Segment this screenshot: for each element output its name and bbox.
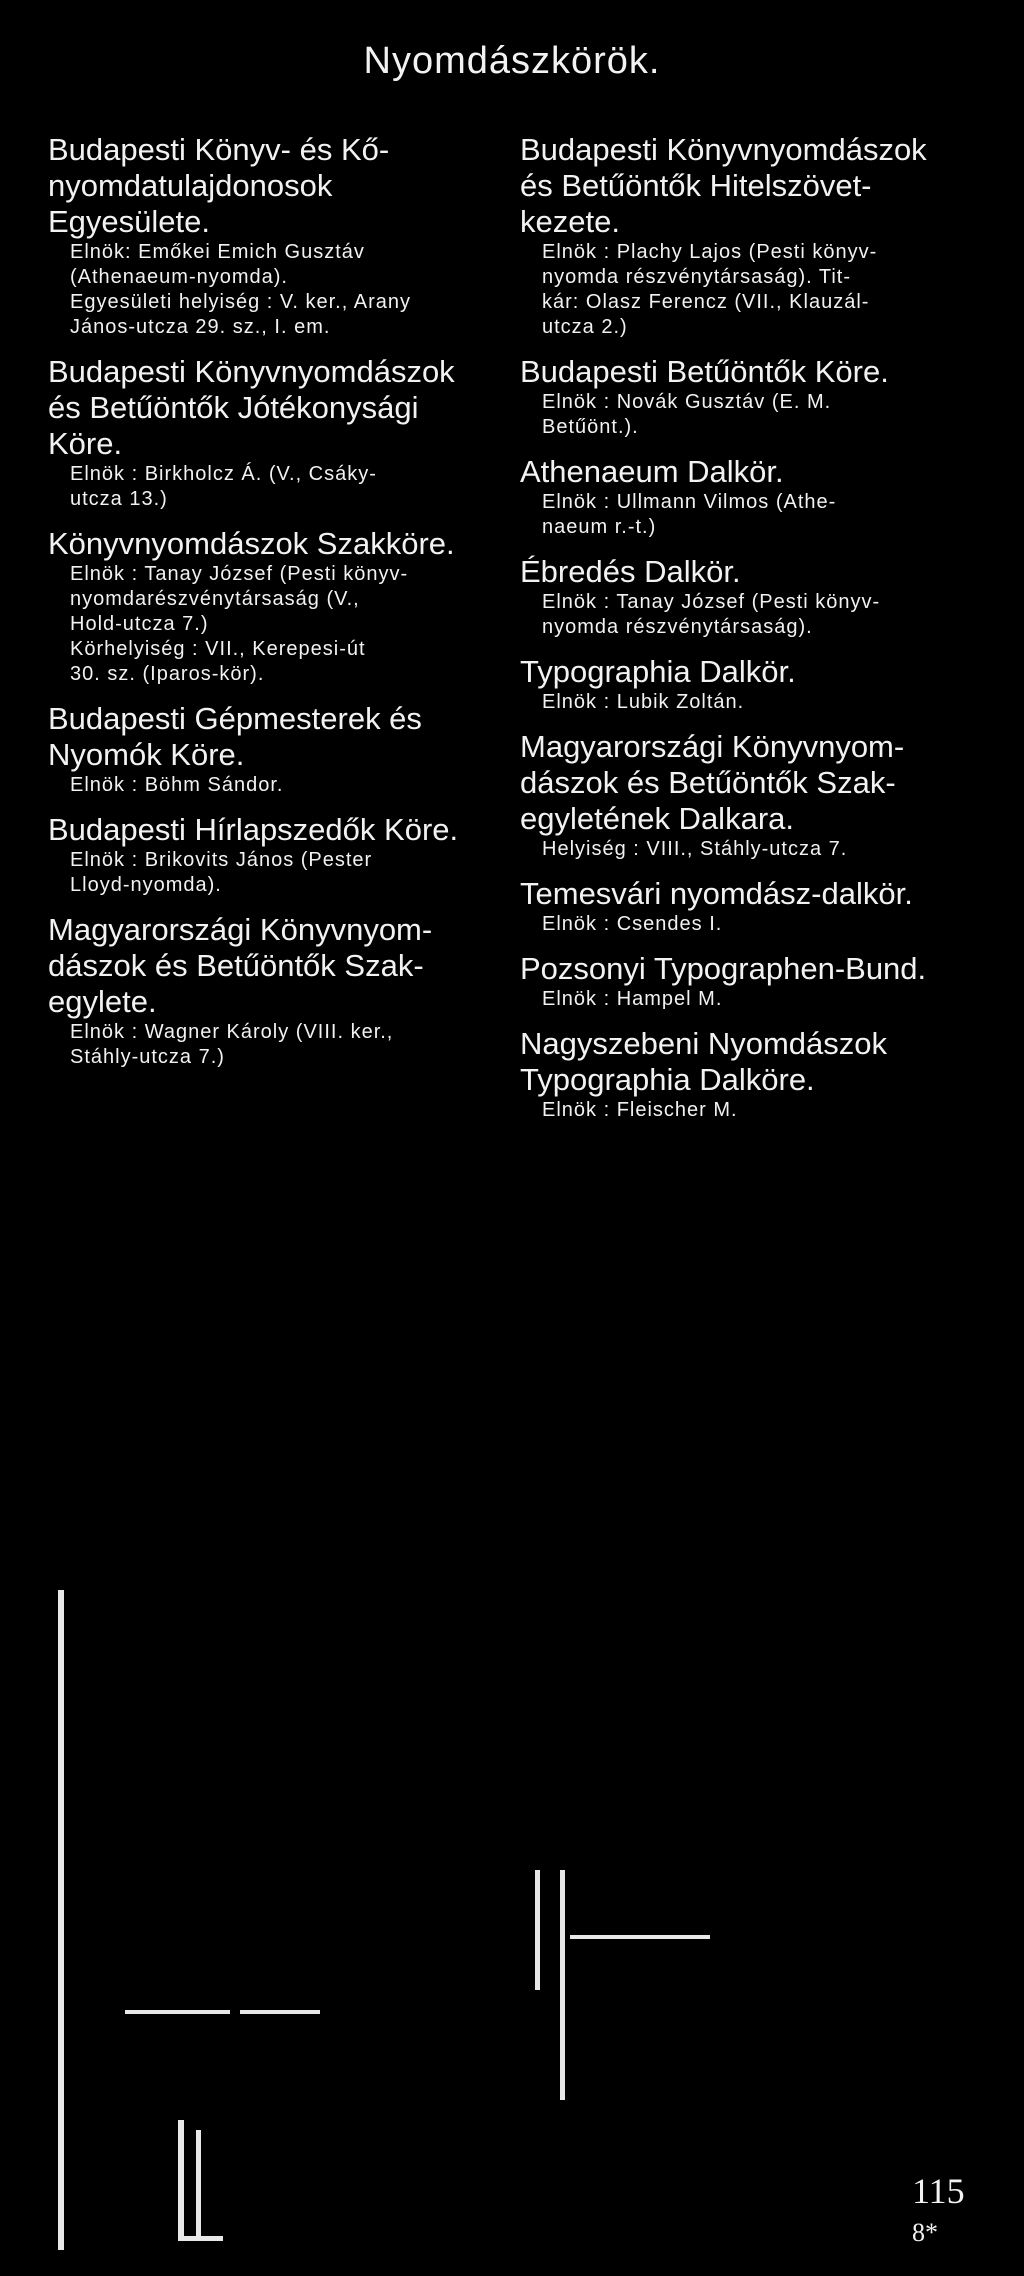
entry-detail: Elnök : Birkholcz Á. (V., Csáky- <box>70 463 377 485</box>
entry-detail: Egyesületi helyiség : V. ker., Arany <box>70 291 411 313</box>
entry-detail: Elnök : Lubik Zoltán. <box>542 691 745 713</box>
entry-detail: Stáhly-utcza 7.) <box>70 1046 225 1068</box>
page-title: Nyomdászkörök. <box>363 40 661 82</box>
print-mark-vertical-2 <box>560 1870 565 2100</box>
directory-entry <box>520 354 975 440</box>
entry-title: dászok és Betűöntők Szak- <box>520 765 896 800</box>
entry-title: Nyomók Köre. <box>48 737 245 772</box>
entry-title: Magyarországi Könyvnyom- <box>48 912 433 947</box>
entry-detail: Elnök : Tanay József (Pesti könyv- <box>70 563 409 585</box>
entry-title: egylete. <box>48 984 157 1019</box>
entry-title: Magyarországi Könyvnyom- <box>520 729 905 764</box>
print-mark-left-bar <box>58 1590 64 2250</box>
entry-detail: Elnök : Ullmann Vilmos (Athe- <box>542 491 837 513</box>
directory-entry <box>520 951 975 1012</box>
entry-detail: kár: Olasz Ferencz (VII., Klauzál- <box>542 291 870 313</box>
entry-detail: Lloyd-nyomda). <box>70 874 222 896</box>
entry-title: Ébredés Dalkör. <box>520 554 741 589</box>
entry-title: Köre. <box>48 426 123 461</box>
directory-entry <box>520 876 975 937</box>
entry-detail: nyomdarészvénytársaság (V., <box>70 588 360 610</box>
entry-title: Budapesti Gépmesterek és <box>48 701 422 736</box>
print-mark-vertical-3 <box>178 2120 184 2240</box>
directory-entry <box>520 554 975 640</box>
print-mark-horizontal-1 <box>570 1935 710 1939</box>
print-mark-baseline <box>178 2236 223 2241</box>
entry-detail: Elnök: Emőkei Emich Gusztáv <box>70 241 365 263</box>
directory-entry <box>520 1026 975 1123</box>
entry-detail: Elnök : Hampel M. <box>542 988 723 1010</box>
entry-detail: Hold-utcza 7.) <box>70 613 209 635</box>
entry-detail: Körhelyiség : VII., Kerepesi-út <box>70 638 366 660</box>
entry-detail: Betűönt.). <box>542 416 639 438</box>
directory-entry <box>48 132 488 340</box>
entry-detail: János-utcza 29. sz., I. em. <box>70 316 331 338</box>
entry-detail: Elnök : Novák Gusztáv (E. M. <box>542 391 832 413</box>
entry-title: Budapesti Könyv- és Kő- <box>48 132 390 167</box>
entry-title: Könyvnyomdászok Szakköre. <box>48 526 455 561</box>
entry-title: Budapesti Betűöntők Köre. <box>520 354 889 389</box>
entry-detail: Elnök : Brikovits János (Pester <box>70 849 373 871</box>
right-column <box>520 132 975 1137</box>
entry-title: Pozsonyi Typographen-Bund. <box>520 951 927 986</box>
print-mark-vertical-4 <box>196 2130 201 2240</box>
entry-title: Temesvári nyomdász-dalkör. <box>520 876 913 911</box>
entry-title: Athenaeum Dalkör. <box>520 454 784 489</box>
entry-detail: Elnök : Plachy Lajos (Pesti könyv- <box>542 241 878 263</box>
print-mark-vertical-1 <box>535 1870 540 1990</box>
directory-entry <box>48 526 488 687</box>
entry-title: Budapesti Könyvnyomdászok <box>48 354 455 389</box>
print-mark-horizontal-3 <box>240 2010 320 2014</box>
entry-title: Egyesülete. <box>48 204 210 239</box>
entry-title: és Betűöntők Jótékonysági <box>48 390 419 425</box>
directory-entry <box>520 654 975 715</box>
entry-title: dászok és Betűöntők Szak- <box>48 948 424 983</box>
left-column <box>48 132 488 1084</box>
entry-detail: (Athenaeum-nyomda). <box>70 266 288 288</box>
print-mark-horizontal-2 <box>125 2010 230 2014</box>
directory-entry <box>520 132 975 340</box>
entry-title: nyomdatulajdonosok <box>48 168 333 203</box>
entry-detail: Elnök : Fleischer M. <box>542 1099 738 1121</box>
directory-entry <box>520 729 975 862</box>
entry-title: Budapesti Könyvnyomdászok <box>520 132 927 167</box>
entry-detail: naeum r.-t.) <box>542 516 657 538</box>
entry-title: Typographia Dalköre. <box>520 1062 815 1097</box>
entry-title: egyletének Dalkara. <box>520 801 794 836</box>
entry-title: Nagyszebeni Nyomdászok <box>520 1026 888 1061</box>
entry-detail: nyomda részvénytársaság). <box>542 616 813 638</box>
entry-detail: Elnök : Wagner Károly (VIII. ker., <box>70 1021 394 1043</box>
entry-detail: 30. sz. (Iparos-kör). <box>70 663 265 685</box>
entry-detail: utcza 2.) <box>542 316 628 338</box>
sheet-signature-mark: 8* <box>912 2218 938 2247</box>
entry-detail: Elnök : Tanay József (Pesti könyv- <box>542 591 881 613</box>
entry-detail: utcza 13.) <box>70 488 168 510</box>
directory-entry <box>48 354 488 512</box>
entry-title: Budapesti Hírlapszedők Köre. <box>48 812 459 847</box>
directory-entry <box>520 454 975 540</box>
entry-title: Typographia Dalkör. <box>520 654 796 689</box>
entry-detail: Helyiség : VIII., Stáhly-utcza 7. <box>542 838 848 860</box>
entry-detail: nyomda részvénytársaság). Tit- <box>542 266 851 288</box>
entry-title: és Betűöntők Hitelszövet- <box>520 168 872 203</box>
page-number: 115 <box>912 2171 965 2211</box>
directory-entry <box>48 812 488 898</box>
entry-detail: Elnök : Csendes I. <box>542 913 723 935</box>
entry-detail: Elnök : Böhm Sándor. <box>70 774 284 796</box>
directory-entry <box>48 912 488 1070</box>
directory-entry <box>48 701 488 798</box>
entry-title: kezete. <box>520 204 620 239</box>
